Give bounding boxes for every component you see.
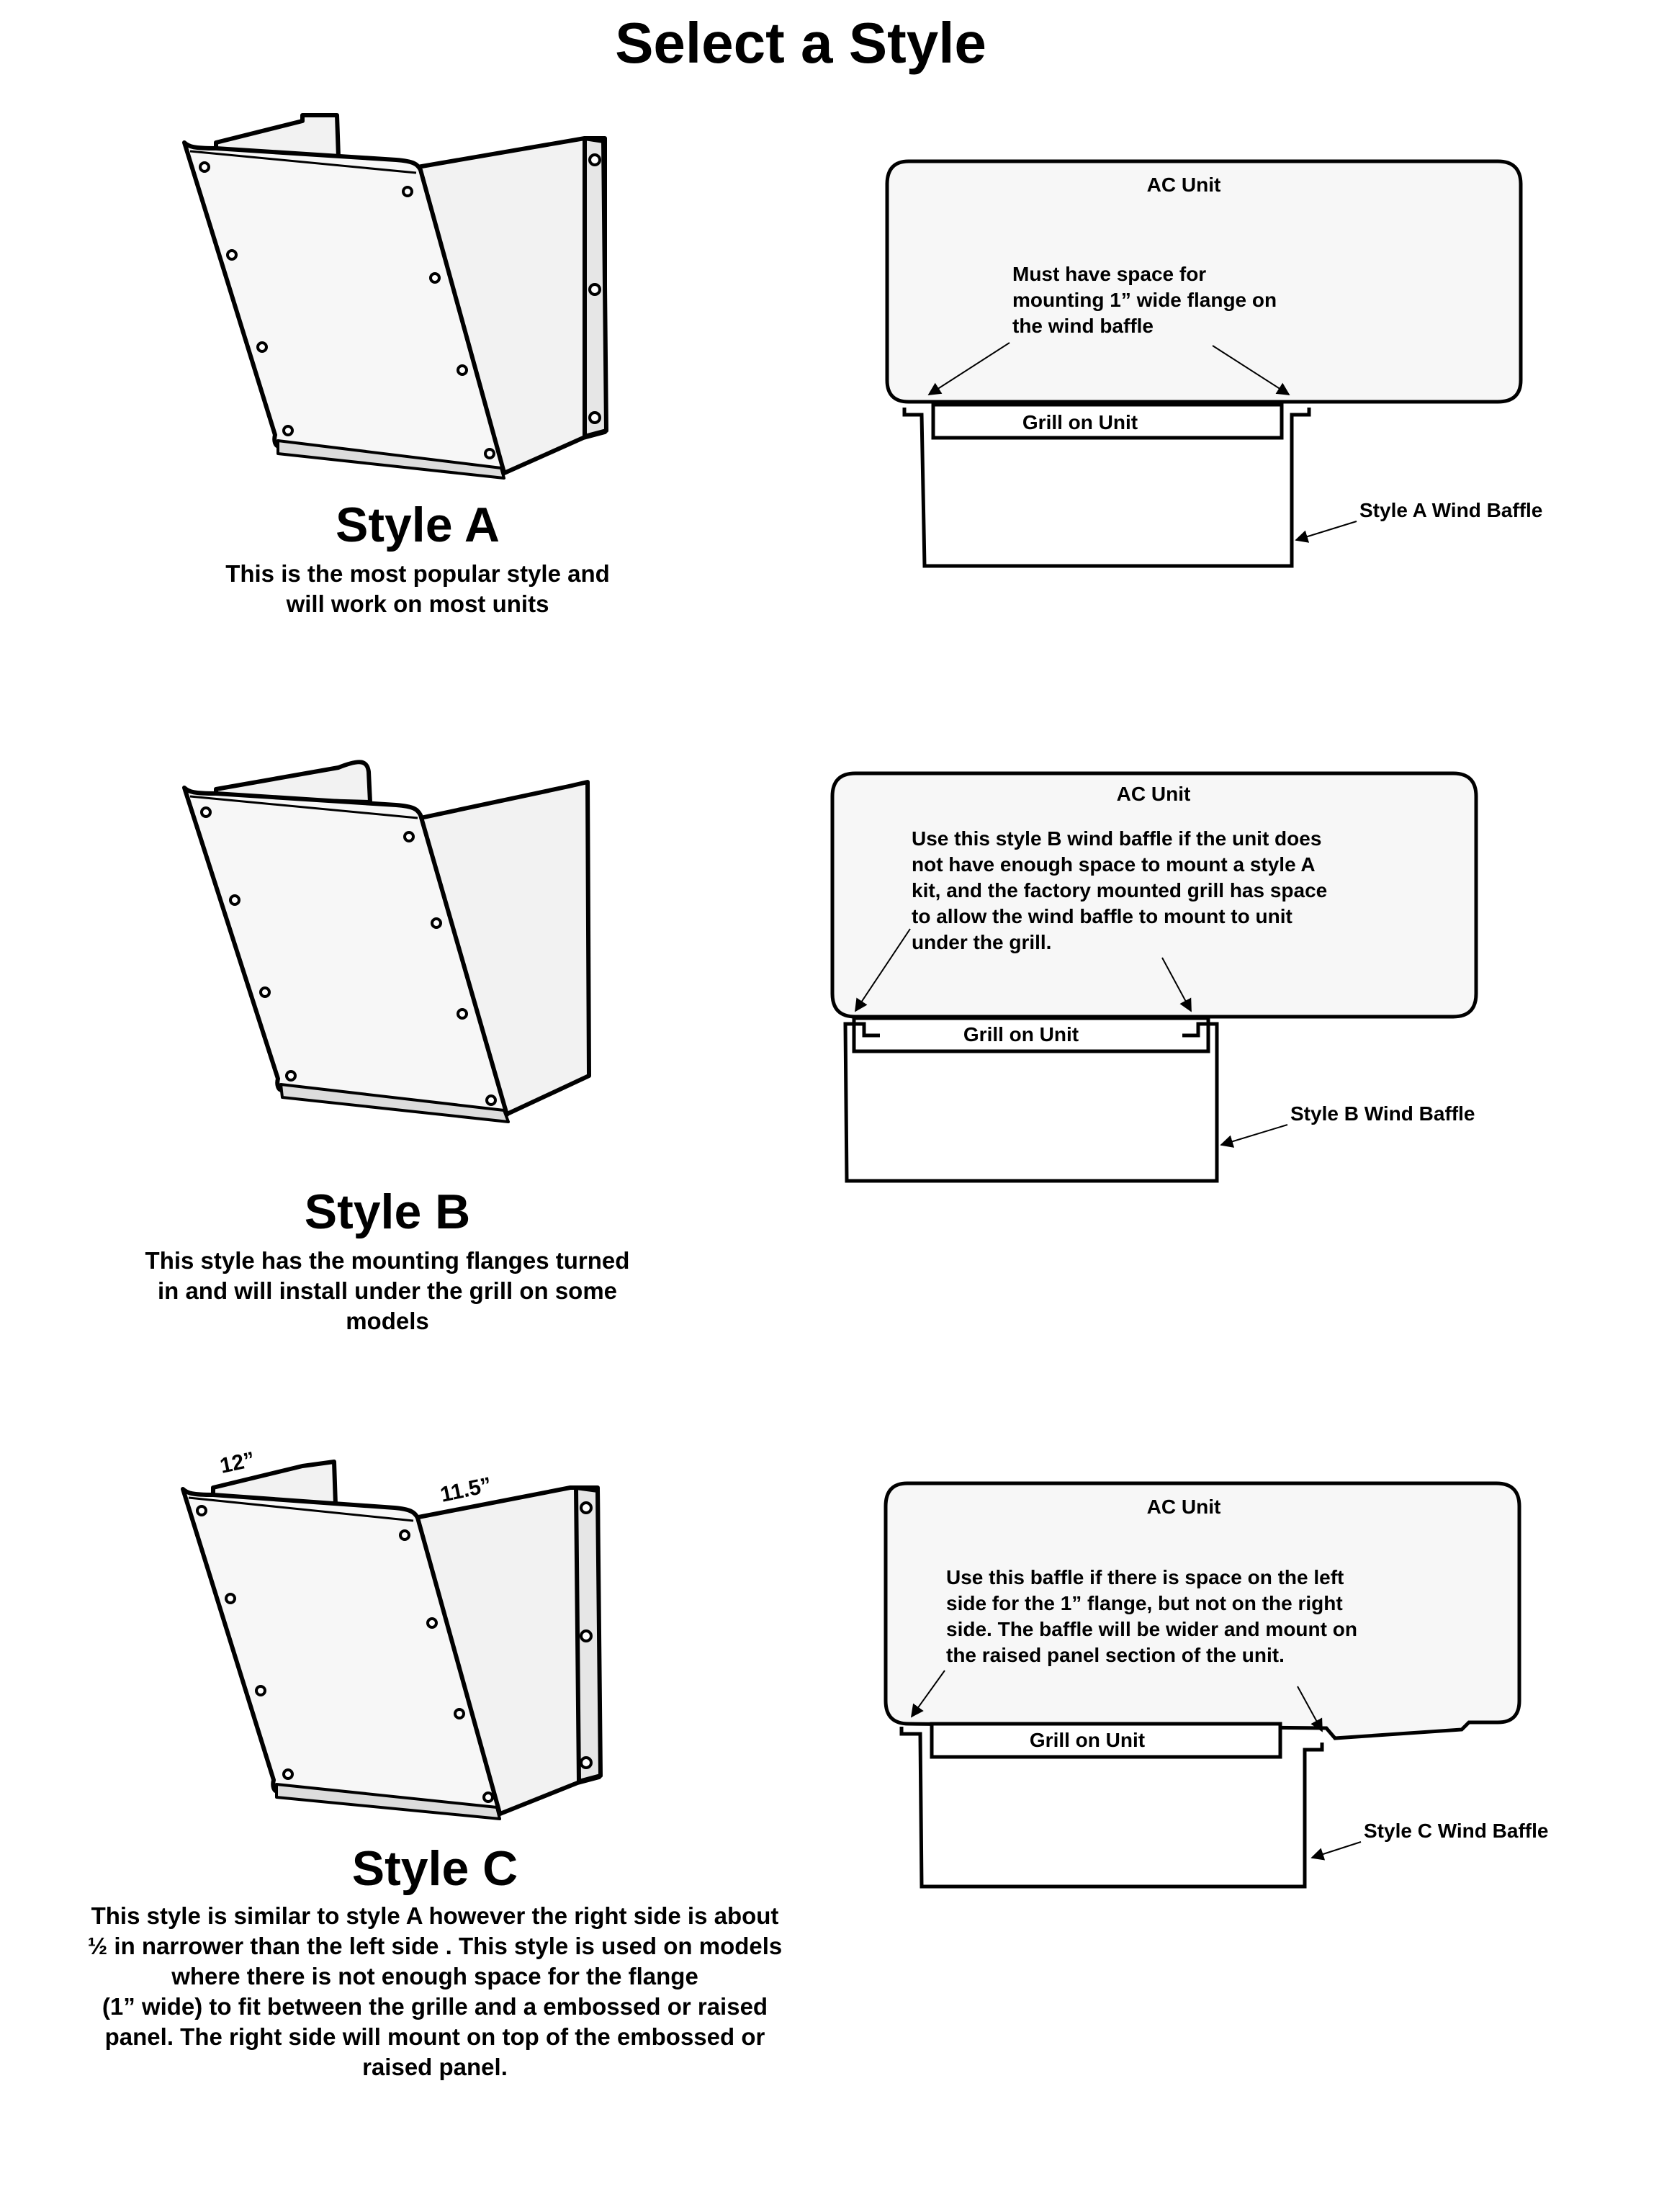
style-a-baffle-drawing <box>184 115 606 478</box>
grill-label: Grill on Unit <box>1029 1729 1146 1751</box>
ac-unit-label: AC Unit <box>1146 174 1221 196</box>
style-b-baffle-drawing <box>184 762 589 1122</box>
style-a-title: Style A <box>335 498 500 552</box>
dim-left-label: 12” <box>217 1447 257 1478</box>
baffle-label: Style C Wind Baffle <box>1364 1820 1549 1842</box>
baffle-label: Style B Wind Baffle <box>1290 1102 1475 1125</box>
svg-text:under the grill.: under the grill. <box>912 931 1052 953</box>
baffle-label: Style A Wind Baffle <box>1359 499 1543 521</box>
svg-text:Must have space for: Must have space for <box>1012 263 1207 285</box>
style-a-description: This is the most popular style and will work on most units <box>225 560 610 617</box>
svg-text:to allow the wind baffle to mo: to allow the wind baffle to mount to unit <box>912 905 1292 927</box>
style-a-schematic <box>887 161 1542 566</box>
svg-text:Use this style B wind baffle i: Use this style B wind baffle if the unit does <box>912 827 1322 850</box>
ac-unit-label: AC Unit <box>1116 783 1191 805</box>
svg-text:the raised panel section of th: the raised panel section of the unit. <box>946 1644 1285 1666</box>
grill-label: Grill on Unit <box>1022 411 1138 433</box>
style-b-description: This style has the mounting flanges turned in and will install under the grill on some models <box>145 1247 630 1334</box>
ac-unit-label: AC Unit <box>1146 1496 1221 1518</box>
svg-text:Use this baffle if there is sp: Use this baffle if there is space on the left <box>946 1566 1344 1588</box>
svg-text:the wind baffle: the wind baffle <box>1012 315 1154 337</box>
style-c-baffle-drawing <box>183 1462 601 1819</box>
dim-right-label: 11.5” <box>438 1473 494 1507</box>
svg-text:side. The baffle will be wide: side. The baffle will be wider and mount on <box>946 1618 1357 1640</box>
style-b-title: Style B <box>304 1184 471 1239</box>
grill-label: Grill on Unit <box>963 1023 1079 1046</box>
svg-text:side for the 1” flange, but no: side for the 1” flange, but not on the right <box>946 1592 1343 1614</box>
style-c-description: This style is similar to style A however the right side is about ½ in narrower than the left side . This style is used on models where there is not enough space for the flange (1” wide) to fit between the grille and a embossed or raised panel. The right side will mount on top of the embossed or raised panel. <box>87 1902 783 2080</box>
page-title: Select a Style <box>615 11 986 75</box>
style-c-schematic <box>886 1483 1548 1887</box>
svg-text:mounting 1” wide flange on: mounting 1” wide flange on <box>1012 289 1277 311</box>
style-c-title: Style C <box>351 1841 518 1896</box>
style-b-schematic <box>832 773 1476 1181</box>
svg-text:not have enough space to mount: not have enough space to mount a style A <box>912 853 1316 876</box>
svg-text:kit, and the factory mounted g: kit, and the factory mounted grill has space <box>912 879 1328 902</box>
